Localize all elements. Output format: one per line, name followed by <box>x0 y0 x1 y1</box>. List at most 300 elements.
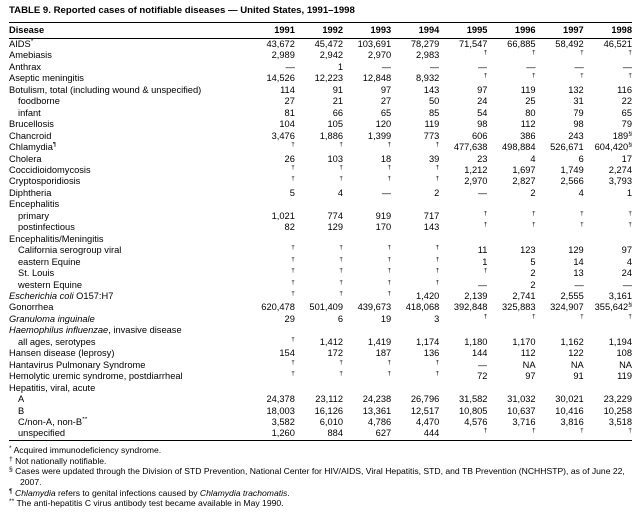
footnote-symbol: † <box>9 455 13 463</box>
value-cell: 355,642§ <box>594 302 632 313</box>
table-row <box>9 39 632 51</box>
value-cell: 2,274 <box>608 164 632 175</box>
value-cell: 604,420§ <box>594 142 632 153</box>
value-cell: NA <box>570 359 584 370</box>
text-segment: primary <box>18 210 49 221</box>
value-cell <box>343 142 391 153</box>
table-row <box>9 428 632 440</box>
disease-name <box>9 394 247 405</box>
value-cell: 39 <box>428 153 440 164</box>
text-segment: Chancroid <box>9 130 52 141</box>
table-row <box>9 383 632 394</box>
value-cell: 1,399 <box>367 130 392 141</box>
dagger-marker: † <box>339 290 344 297</box>
disease-name <box>9 325 247 336</box>
value-cell: 26 <box>284 153 295 164</box>
value-cell: 4 <box>530 153 536 164</box>
value-cell <box>295 165 343 176</box>
column-header-1992: 1992 <box>295 23 343 39</box>
text-segment: western Equine <box>18 279 83 290</box>
table-row <box>9 50 632 61</box>
dagger-marker: † <box>435 164 440 171</box>
footnote-marker: § <box>628 302 632 309</box>
value-cell: 129 <box>568 245 584 256</box>
value-cell: 50 <box>428 96 440 107</box>
value-cell <box>439 211 487 222</box>
value-cell: 2,827 <box>512 176 536 187</box>
disease-name <box>9 50 247 61</box>
value-cell: 14 <box>573 256 584 267</box>
value-cell: 66,885 <box>507 39 536 49</box>
value-cell: 14,526 <box>266 73 295 84</box>
value-cell <box>343 268 391 279</box>
value-cell: 2 <box>530 268 536 279</box>
value-cell: 119 <box>520 84 536 95</box>
disease-name <box>9 142 247 153</box>
dagger-marker: † <box>435 176 440 183</box>
value-cell: 54 <box>477 107 488 118</box>
value-cell <box>343 165 391 176</box>
disease-name <box>9 337 247 348</box>
value-cell <box>391 245 439 256</box>
header-row <box>9 23 632 39</box>
dagger-marker: † <box>291 371 295 378</box>
text-segment: Hantavirus Pulmonary Syndrome <box>9 359 146 370</box>
value-cell <box>247 176 295 187</box>
text-segment: A <box>18 394 25 405</box>
value-cell: 65 <box>380 107 392 118</box>
dagger-marker: † <box>291 245 295 252</box>
dagger-marker: † <box>579 73 584 80</box>
value-cell <box>439 325 487 336</box>
value-cell: 122 <box>568 348 584 359</box>
value-cell <box>343 257 391 268</box>
value-cell: 2,970 <box>464 176 488 187</box>
value-cell <box>536 73 584 84</box>
table-title: TABLE 9. Reported cases of notifiable diseases — United States, 1991–1998 <box>9 5 355 16</box>
value-cell: 4 <box>578 187 584 198</box>
dagger-marker: † <box>387 176 392 183</box>
footnote-symbol: § <box>9 466 13 474</box>
value-cell <box>247 383 295 394</box>
table-row <box>9 142 632 153</box>
value-cell <box>391 199 439 210</box>
value-cell: 8,932 <box>416 73 440 84</box>
value-cell: 116 <box>617 84 632 95</box>
value-cell: — <box>574 279 584 290</box>
disease-name <box>9 165 247 176</box>
dagger-marker: † <box>387 371 392 378</box>
table-row <box>9 394 632 405</box>
dagger-marker: † <box>291 142 295 149</box>
table-row <box>9 371 632 382</box>
value-cell: 11 <box>477 245 488 256</box>
value-cell: 444 <box>391 428 439 440</box>
disease-name <box>9 39 247 51</box>
value-cell: 129 <box>327 222 344 233</box>
text-segment: Not nationally notifiable. <box>15 455 107 466</box>
footnote-marker: § <box>628 142 632 149</box>
value-cell: 1,420 <box>416 290 440 301</box>
value-cell: 2 <box>530 279 536 290</box>
value-cell: 120 <box>375 119 392 130</box>
footnote-marker: * <box>30 38 34 45</box>
value-cell <box>536 234 584 245</box>
value-cell: 172 <box>327 348 344 359</box>
value-cell: 3,518 <box>608 416 632 427</box>
disease-name <box>9 96 247 107</box>
value-cell: 91 <box>332 84 344 95</box>
dagger-marker: † <box>339 256 344 263</box>
value-cell: 439,673 <box>357 302 392 313</box>
text-segment: Aseptic meningitis <box>9 73 84 84</box>
value-cell <box>391 234 439 245</box>
value-cell <box>247 268 295 279</box>
value-cell <box>247 165 295 176</box>
table-row <box>9 108 632 119</box>
value-cell <box>247 337 295 348</box>
value-cell: 81 <box>284 107 295 118</box>
value-cell: 477,638 <box>453 142 488 153</box>
value-cell: 189§ <box>612 130 632 141</box>
table-row <box>9 406 632 417</box>
value-cell: 23,229 <box>603 394 632 405</box>
value-cell <box>295 280 343 291</box>
dagger-marker: † <box>483 50 488 57</box>
text-segment: infant <box>18 107 41 118</box>
dagger-marker: † <box>483 313 488 320</box>
dagger-marker: † <box>291 279 295 286</box>
value-cell: 97 <box>477 84 488 95</box>
table-row <box>9 291 632 302</box>
value-cell <box>343 245 391 256</box>
value-cell: 627 <box>343 428 391 440</box>
table-row <box>9 85 632 96</box>
disease-name <box>9 371 247 382</box>
table-row <box>9 131 632 142</box>
text-segment: Cholera <box>9 153 42 164</box>
column-header-1991: 1991 <box>247 23 295 39</box>
value-cell: 773 <box>423 130 440 141</box>
value-cell <box>247 371 295 382</box>
value-cell: 123 <box>520 245 536 256</box>
dagger-marker: † <box>339 279 344 286</box>
value-cell: 919 <box>375 210 392 221</box>
value-cell <box>487 73 535 84</box>
text-segment: Hemolytic uremic syndrome, postdiarrheal <box>9 371 183 382</box>
value-cell: 10,805 <box>459 405 488 416</box>
value-cell: 114 <box>280 84 295 95</box>
value-cell <box>487 199 535 210</box>
footnote-marker: § <box>628 130 632 137</box>
value-cell <box>536 428 584 440</box>
value-cell: 22 <box>621 96 632 107</box>
table-row <box>9 268 632 279</box>
value-cell: 1,212 <box>464 164 488 175</box>
dagger-marker: † <box>387 245 392 252</box>
value-cell: 143 <box>423 222 440 233</box>
disease-name <box>9 119 247 130</box>
value-cell <box>584 222 632 233</box>
value-cell: 18 <box>380 153 392 164</box>
table-row <box>9 245 632 256</box>
value-cell <box>343 176 391 187</box>
table-row <box>9 360 632 371</box>
table-row <box>9 119 632 130</box>
value-cell: 2,139 <box>464 290 488 301</box>
value-cell <box>536 50 584 61</box>
dagger-marker: † <box>628 313 632 320</box>
value-cell: 1,180 <box>464 336 488 347</box>
dagger-marker: † <box>339 142 344 149</box>
value-cell <box>295 383 343 394</box>
dagger-marker: † <box>291 256 295 263</box>
value-cell: 620,478 <box>261 302 295 313</box>
value-cell <box>439 314 487 325</box>
value-cell: 1,021 <box>271 210 295 221</box>
value-cell: 104 <box>279 119 295 130</box>
dagger-marker: † <box>291 290 295 297</box>
value-cell: 79 <box>621 119 632 130</box>
value-cell <box>439 73 487 84</box>
text-segment: Cases were updated through the Division of STD Prevention, National Center for HIV/AIDS, Viral Hepatitis, STD, and TB Prevention (NCHHSTP), as of June 22, 2007. <box>15 466 625 487</box>
disease-name <box>9 257 247 268</box>
value-cell <box>487 314 535 325</box>
text-segment: O157:H7 <box>73 290 114 301</box>
value-cell: 27 <box>284 96 295 107</box>
value-cell: 6 <box>578 153 584 164</box>
text-segment: Chlamydia <box>15 487 56 498</box>
dagger-marker: † <box>531 50 536 57</box>
text-segment: California serogroup viral <box>18 245 122 256</box>
value-cell <box>536 199 584 210</box>
dagger-marker: † <box>579 50 584 57</box>
footnote <box>9 456 632 467</box>
text-segment: Hepatitis, viral, acute <box>9 382 96 393</box>
text-segment: St. Louis <box>18 268 55 279</box>
table-row <box>9 165 632 176</box>
value-cell <box>487 222 535 233</box>
text-segment: Haemophilus influenzae <box>9 325 109 336</box>
column-header-1993: 1993 <box>343 23 391 39</box>
value-cell <box>391 176 439 187</box>
value-cell <box>584 50 632 61</box>
value-cell: — <box>622 61 632 72</box>
footnotes-section <box>9 445 632 509</box>
table-row <box>9 257 632 268</box>
value-cell: 72 <box>477 371 488 382</box>
value-cell: 1,749 <box>560 164 584 175</box>
dagger-marker: † <box>387 164 392 171</box>
column-header-1998: 1998 <box>584 23 632 39</box>
dagger-marker: † <box>483 73 488 80</box>
value-cell <box>584 325 632 336</box>
table-row <box>9 325 632 336</box>
value-cell: — <box>478 279 488 290</box>
column-header-1994: 1994 <box>391 23 439 39</box>
value-cell: 3,793 <box>608 176 632 187</box>
value-cell: 1,170 <box>512 336 536 347</box>
disease-name <box>9 417 247 428</box>
value-cell <box>536 211 584 222</box>
table-row <box>9 222 632 233</box>
dagger-marker: † <box>628 50 632 57</box>
value-cell: 243 <box>568 130 584 141</box>
value-cell: 501,409 <box>309 302 344 313</box>
disease-name <box>9 245 247 256</box>
value-cell: — <box>526 61 536 72</box>
value-cell: 80 <box>525 107 536 118</box>
value-cell: 324,907 <box>550 302 584 313</box>
value-cell: 2,970 <box>367 50 392 61</box>
text-segment: refers to genital infections caused by <box>55 487 200 498</box>
footnote-marker: ** <box>82 416 88 423</box>
value-cell: — <box>478 61 488 72</box>
value-cell: 85 <box>428 107 440 118</box>
disease-name <box>9 314 247 325</box>
disease-name <box>9 73 247 84</box>
table-row <box>9 337 632 348</box>
value-cell <box>391 268 439 279</box>
text-segment: Chlamydia trachomatis <box>199 487 288 498</box>
disease-name <box>9 85 247 96</box>
value-cell <box>295 176 343 187</box>
dagger-marker: † <box>339 359 344 366</box>
footnote <box>9 488 632 499</box>
column-header-1997: 1997 <box>536 23 584 39</box>
table-body <box>9 39 632 441</box>
value-cell: 3,582 <box>271 416 295 427</box>
value-cell: 1,886 <box>319 130 344 141</box>
value-cell: 97 <box>621 245 632 256</box>
disease-name <box>9 62 247 73</box>
disease-name <box>9 428 247 440</box>
text-segment: eastern Equine <box>18 256 81 267</box>
value-cell: 31 <box>573 96 584 107</box>
value-cell <box>247 142 295 153</box>
value-cell: 78,279 <box>410 39 440 49</box>
table-header <box>9 23 632 39</box>
column-header-1995: 1995 <box>439 23 487 39</box>
value-cell: 3 <box>434 313 440 324</box>
value-cell: 29 <box>284 313 295 324</box>
value-cell: 112 <box>520 119 536 130</box>
text-segment: Escherichia coli <box>9 290 74 301</box>
disease-name <box>9 268 247 279</box>
value-cell: 58,492 <box>555 39 584 49</box>
dagger-marker: † <box>291 268 295 275</box>
value-cell: 97 <box>380 84 392 95</box>
value-cell <box>391 325 439 336</box>
value-cell <box>343 291 391 302</box>
text-segment: Brucellosis <box>9 119 54 130</box>
value-cell: 3,476 <box>271 130 295 141</box>
value-cell: 31,582 <box>459 394 488 405</box>
table-row <box>9 73 632 84</box>
dagger-marker: † <box>387 279 392 286</box>
dagger-marker: † <box>435 245 440 252</box>
value-cell <box>487 325 535 336</box>
table-row <box>9 199 632 210</box>
value-cell: 16,126 <box>314 405 344 416</box>
disease-name <box>9 188 247 199</box>
value-cell <box>584 383 632 394</box>
value-cell: — <box>430 61 440 72</box>
text-segment: B <box>18 405 25 416</box>
value-cell: 17 <box>621 153 632 164</box>
value-cell: 10,258 <box>603 405 632 416</box>
disease-name <box>9 302 247 313</box>
dagger-marker: † <box>628 428 632 435</box>
value-cell <box>439 199 487 210</box>
value-cell: 4,576 <box>464 416 488 427</box>
value-cell: 392,848 <box>453 302 488 313</box>
dagger-marker: † <box>435 256 440 263</box>
footnote-symbol: * <box>9 444 12 452</box>
dagger-marker: † <box>291 359 295 366</box>
value-cell: 103,691 <box>357 39 392 49</box>
value-cell: — <box>381 187 392 198</box>
table-row <box>9 62 632 73</box>
footnote-symbol: ** <box>9 498 15 506</box>
disease-name <box>9 154 247 165</box>
text-segment: Anthrax <box>9 61 42 72</box>
value-cell <box>536 383 584 394</box>
value-cell: 3,716 <box>512 416 536 427</box>
disease-name <box>9 211 247 222</box>
value-cell: 26,796 <box>410 394 440 405</box>
value-cell: 112 <box>520 348 536 359</box>
value-cell <box>584 234 632 245</box>
dagger-marker: † <box>387 290 392 297</box>
value-cell <box>343 325 391 336</box>
dagger-marker: † <box>531 222 536 229</box>
value-cell <box>343 371 391 382</box>
value-cell <box>584 314 632 325</box>
dagger-marker: † <box>483 428 488 435</box>
value-cell <box>295 291 343 302</box>
text-segment: Encephalitis/Meningitis <box>9 233 104 244</box>
text-segment: Hansen disease (leprosy) <box>9 348 115 359</box>
disease-name <box>9 291 247 302</box>
dagger-marker: † <box>628 222 632 229</box>
dagger-marker: † <box>531 210 536 217</box>
table-row <box>9 176 632 187</box>
value-cell: 1,162 <box>560 336 584 347</box>
disease-name <box>9 176 247 187</box>
value-cell <box>343 280 391 291</box>
text-segment: Gonorrhea <box>9 302 54 313</box>
value-cell <box>391 257 439 268</box>
value-cell: 30,021 <box>555 394 584 405</box>
text-segment: Cryptosporidiosis <box>9 176 81 187</box>
value-cell: 43,672 <box>266 39 295 49</box>
dagger-marker: † <box>387 268 392 275</box>
value-cell <box>584 73 632 84</box>
value-cell: 325,883 <box>501 302 536 313</box>
text-segment: foodborne <box>18 96 60 107</box>
value-cell <box>487 50 535 61</box>
dagger-marker: † <box>435 359 440 366</box>
value-cell: 4 <box>337 187 344 198</box>
table-row <box>9 314 632 325</box>
table-row <box>9 188 632 199</box>
disease-name <box>9 199 247 210</box>
value-cell <box>295 257 343 268</box>
value-cell: 98 <box>477 119 488 130</box>
value-cell: 103 <box>327 153 344 164</box>
dagger-marker: † <box>387 359 392 366</box>
